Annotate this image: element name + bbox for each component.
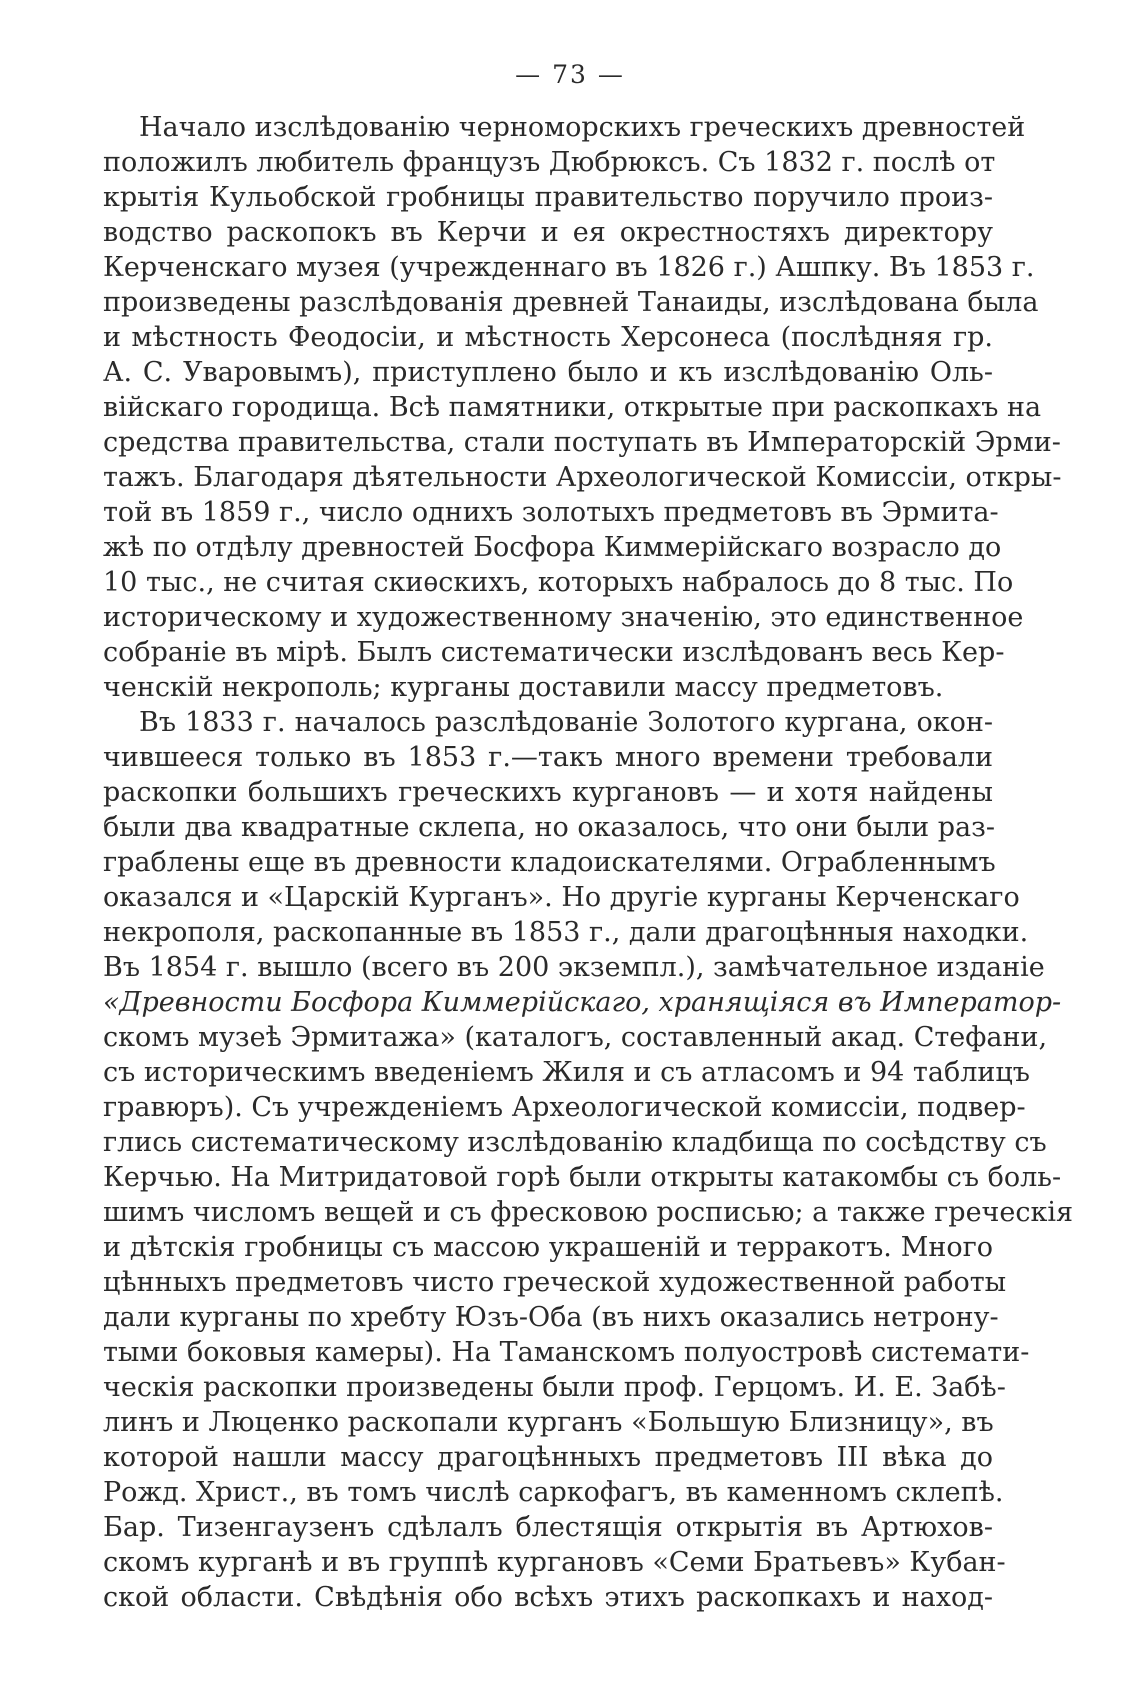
text-line: Въ 1854 г. вышло (всего въ 200 экземпл.), замѣчательное изданіе	[103, 952, 1045, 983]
text-line: А. С. Уваровымъ), приступлено было и къ изслѣдованію Оль-	[103, 357, 993, 388]
text-line: средства правительства, стали поступать въ Императорскій Эрми-	[103, 427, 1061, 458]
text-line: съ историческимъ введеніемъ Жиля и съ атласомъ и 94 таблицъ	[103, 1057, 1030, 1088]
page-number: — 73 —	[515, 60, 625, 89]
text-line: положилъ любитель французъ Дюбрюксъ. Съ 1832 г. послѣ от	[103, 147, 996, 178]
text-line: 10 тыс., не считая скиѳскихъ, которыхъ набралось до 8 тыс. По	[103, 567, 1014, 598]
text-line: ческія раскопки произведены были проф. Герцомъ. И. Е. Забѣ-	[103, 1372, 1006, 1403]
text-line: были два квадратные склепа, но оказалось, что они были раз-	[103, 812, 995, 843]
paragraph-2	[103, 705, 1074, 1615]
text-line: водство раскопокъ въ Керчи и ея окрестностяхъ директору	[103, 217, 993, 248]
text-line: Бар. Тизенгаузенъ сдѣлалъ блестящія открытія въ Артюхов-	[103, 1512, 993, 1543]
text-line: собраніе въ мірѣ. Былъ систематически изслѣдованъ весь Кер-	[103, 637, 1005, 668]
text-line: оказался и «Царскій Курганъ». Но другіе курганы Керченскаго	[103, 882, 1020, 913]
text-line: той въ 1859 г., число однихъ золотыхъ предметовъ въ Эрмита-	[103, 497, 999, 528]
text-line: глись систематическому изслѣдованію кладбища по сосѣдству съ	[103, 1127, 1047, 1158]
text-line: Въ 1833 г. началось разслѣдованіе Золотого кургана, окон-	[139, 707, 993, 738]
text-line: и дѣтскія гробницы съ массою украшеній и терракотъ. Много	[103, 1232, 993, 1263]
text-line: тыми боковыя камеры). На Таманскомъ полуостровѣ системати-	[103, 1337, 1030, 1368]
text-line: скомъ курганѣ и въ группѣ кургановъ «Семи Братьевъ» Кубан-	[103, 1547, 1006, 1578]
text-line: раскопки большихъ греческихъ кургановъ — и хотя найдены	[103, 777, 993, 808]
text-line: чившееся только въ 1853 г.—такъ много времени требовали	[103, 742, 993, 773]
text-line: крытія Кульобской гробницы правительство поручило произ-	[103, 182, 993, 213]
text-line: линъ и Люценко раскопали курганъ «Большую Близницу», въ	[103, 1407, 994, 1438]
text-line: ской области. Свѣдѣнія обо всѣхъ этихъ раскопкахъ и наход-	[103, 1582, 993, 1613]
text-line-italic: «Древности Босфора Киммерійскаго, хранящіяся въ Император-	[103, 987, 1062, 1018]
text-line: Начало изслѣдованію черноморскихъ греческихъ древностей	[139, 112, 1026, 143]
text-line: произведены разслѣдованія древней Танаиды, изслѣдована была	[103, 287, 1039, 318]
text-line: граблены еще въ древности кладоискателями. Ограбленнымъ	[103, 847, 996, 878]
text-line: шимъ числомъ вещей и съ фресковою росписью; а также греческія	[103, 1197, 1074, 1228]
text-line: некрополя, раскопанные въ 1853 г., дали драгоцѣнныя находки.	[103, 917, 1029, 948]
text-line: жѣ по отдѣлу древностей Босфора Киммерійскаго возрасло до	[103, 532, 1002, 563]
text-line: Керчью. На Митридатовой горѣ были открыты катакомбы съ боль-	[103, 1162, 1062, 1193]
text-line: историческому и художественному значенію, это единственное	[103, 602, 1024, 633]
text-line: війскаго городища. Всѣ памятники, открытые при раскопкахъ на	[103, 392, 1042, 423]
text-line: цѣнныхъ предметовъ чисто греческой художественной работы	[103, 1267, 1007, 1298]
body-text	[103, 110, 1074, 1615]
text-line: тажъ. Благодаря дѣятельности Археологической Комиссіи, откры-	[103, 462, 1062, 493]
text-line: гравюръ). Съ учрежденіемъ Археологической комиссіи, подвер-	[103, 1092, 1026, 1123]
text-line: ченскій некрополь; курганы доставили массу предметовъ.	[103, 672, 944, 703]
text-line: Керченскаго музея (учрежденнаго въ 1826 г.) Ашпку. Въ 1853 г.	[103, 252, 1035, 283]
text-line: которой нашли массу драгоцѣнныхъ предметовъ III вѣка до	[103, 1442, 993, 1473]
text-line: скомъ музеѣ Эрмитажа» (каталогъ, составленный акад. Стефани,	[103, 1022, 1048, 1053]
paragraph-1	[103, 110, 1062, 705]
text-line: дали курганы по хребту Юзъ-Оба (въ нихъ оказались нетрону-	[103, 1302, 999, 1333]
text-line: Рожд. Христ., въ томъ числѣ саркофагъ, въ каменномъ склепѣ.	[103, 1477, 1004, 1508]
text-line: и мѣстность Феодосіи, и мѣстность Херсонеса (послѣдняя гр.	[103, 322, 993, 353]
